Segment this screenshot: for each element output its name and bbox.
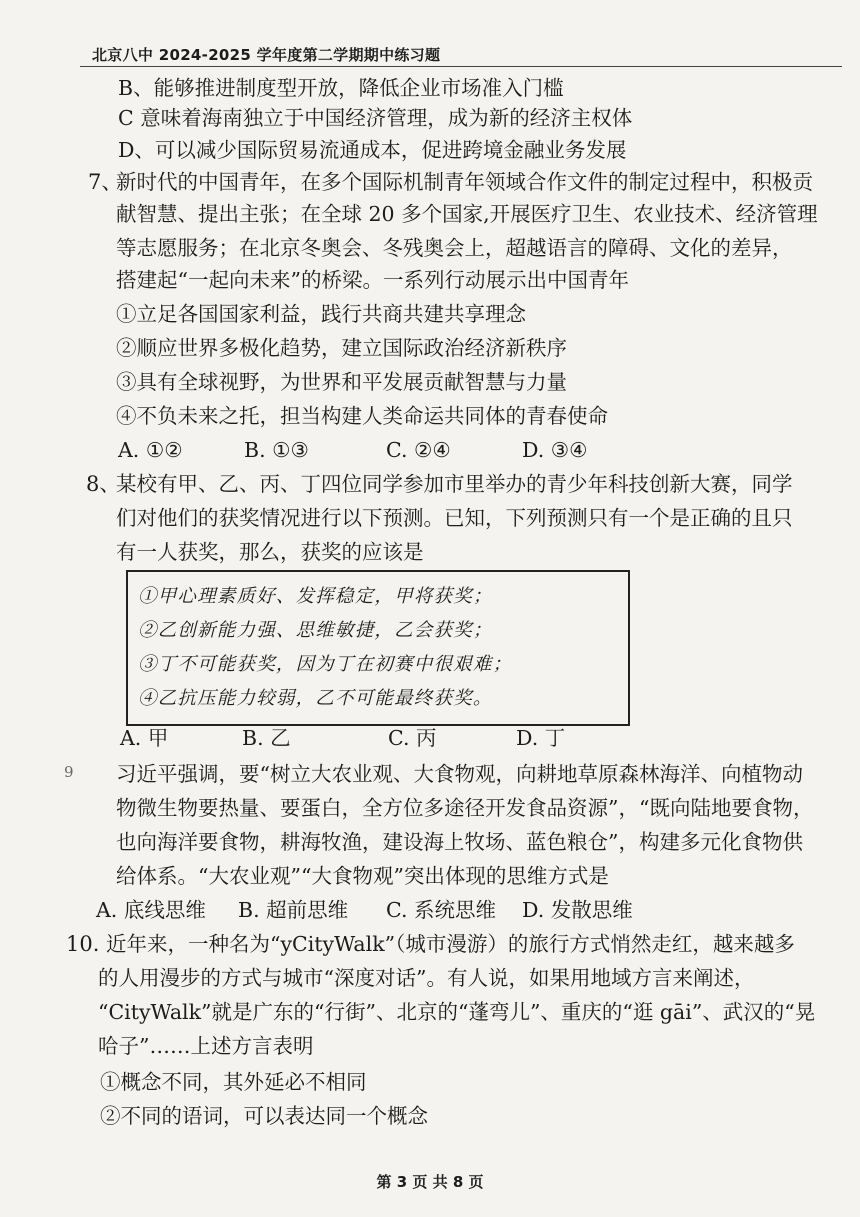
prediction-box [126, 570, 630, 726]
q6-option-b: B、能够推进制度型开放，降低企业市场准入门槛 [118, 76, 564, 100]
q7-choice-c: C. ②④ [386, 438, 451, 462]
q10-number: 10. [66, 932, 100, 956]
exam-header: 北京八中 2024-2025 学年度第二学期期中练习题 [92, 46, 441, 64]
q9-stem-line-1: 习近平强调，要“树立大农业观、大食物观，向耕地草原森林海洋、向植物动 [116, 762, 803, 786]
q7-choice-d: D. ③④ [522, 438, 588, 462]
q9-choice-d: D. 发散思维 [522, 898, 633, 922]
q8-choice-d: D. 丁 [516, 726, 566, 750]
q7-stem-line-1: 新时代的中国青年，在多个国际机制青年领域合作文件的制定过程中，积极贡 [116, 170, 813, 194]
prediction-3: ③丁不可能获奖，因为丁在初赛中很艰难； [138, 654, 513, 675]
q10-stem-line-1: 近年来，一种名为“yCityWalk”（城市漫游）的旅行方式悄然走红，越来越多 [106, 932, 795, 956]
q8-choice-c: C. 丙 [388, 726, 437, 750]
q7-stem-line-3: 等志愿服务；在北京冬奥会、冬残奥会上，超越语言的障碍、文化的差异， [116, 236, 793, 260]
q7-statement-2: ②顺应世界多极化趋势，建立国际政治经济新秩序 [116, 336, 567, 360]
q7-number: 7、 [88, 170, 123, 194]
q10-statement-1: ①概念不同，其外延必不相同 [100, 1070, 367, 1094]
q9-choice-b: B. 超前思维 [238, 898, 349, 922]
header-divider [80, 66, 842, 67]
q8-choice-a: A. 甲 [120, 726, 169, 750]
q7-statement-3: ③具有全球视野，为世界和平发展贡献智慧与力量 [116, 370, 567, 394]
q10-stem-line-2: 的人用漫步的方式与城市“深度对话”。有人说，如果用地域方言来阐述， [98, 966, 755, 990]
q8-stem-line-3: 有一人获奖，那么，获奖的应该是 [116, 540, 424, 564]
prediction-1: ①甲心理素质好、发挥稳定，甲将获奖； [138, 586, 493, 607]
q9-choice-c: C. 系统思维 [386, 898, 496, 922]
q8-stem-line-2: 们对他们的获奖情况进行以下预测。已知，下列预测只有一个是正确的且只 [116, 506, 793, 530]
q6-option-c: C 意味着海南独立于中国经济管理，成为新的经济主权体 [118, 106, 633, 130]
prediction-2: ②乙创新能力强、思维敏捷，乙会获奖； [138, 620, 493, 641]
q6-option-d: D、可以减少国际贸易流通成本，促进跨境金融业务发展 [118, 138, 627, 162]
q9-stem-line-3: 也向海洋要食物，耕海牧渔，建设海上牧场、蓝色粮仓”，构建多元化食物供 [116, 830, 803, 854]
q8-stem-line-1: 某校有甲、乙、丙、丁四位同学参加市里举办的青少年科技创新大赛，同学 [116, 472, 793, 496]
q8-choice-b: B. 乙 [242, 726, 291, 750]
page-number: 第 3 页 共 8 页 [376, 1173, 484, 1191]
q7-choice-a: A. ①② [118, 438, 183, 462]
q9-number: 9 [64, 763, 74, 781]
q9-stem-line-2: 物微生物要热量、要蛋白，全方位多途径开发食品资源”，“既向陆地要食物， [116, 796, 814, 820]
q10-stem-line-4: 哈子”……上述方言表明 [98, 1034, 314, 1058]
q7-statement-1: ①立足各国国家利益，践行共商共建共享理念 [116, 302, 526, 326]
q8-number: 8、 [86, 472, 121, 496]
q7-stem-line-2: 献智慧、提出主张；在全球 20 多个国家,开展医疗卫生、农业技术、经济管理 [116, 202, 818, 226]
q9-choice-a: A. 底线思维 [96, 898, 206, 922]
q10-stem-line-3: “CityWalk”就是广东的“行街”、北京的“蓬弯儿”、重庆的“逛 gāi”、武汉的“晃 [98, 1000, 816, 1024]
prediction-4: ④乙抗压能力较弱，乙不可能最终获奖。 [138, 688, 493, 709]
q10-statement-2: ②不同的语词，可以表达同一个概念 [100, 1104, 428, 1128]
q7-statement-4: ④不负未来之托，担当构建人类命运共同体的青春使命 [116, 404, 608, 428]
q9-stem-line-4: 给体系。“大农业观”“大食物观”突出体现的思维方式是 [116, 864, 609, 888]
q7-choice-b: B. ①③ [244, 438, 309, 462]
q7-stem-line-4: 搭建起“一起向未来”的桥梁。一系列行动展示出中国青年 [116, 268, 629, 292]
